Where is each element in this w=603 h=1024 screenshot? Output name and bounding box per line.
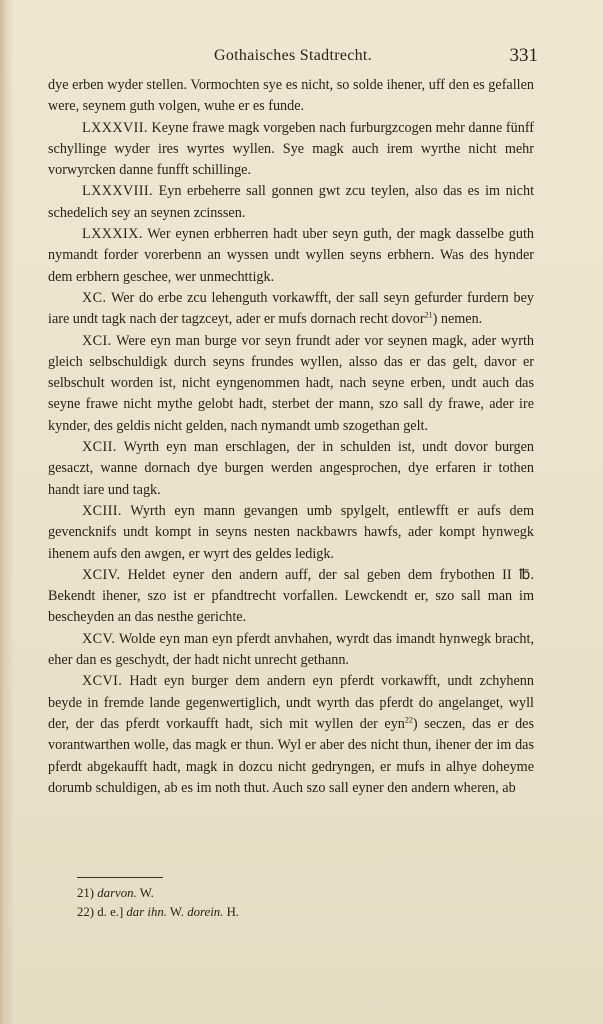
section-paragraph-90 <box>48 288 534 331</box>
section-numeral: LXXXIX. <box>82 226 143 243</box>
section-paragraph-93 <box>48 501 534 565</box>
footnote-22 <box>77 903 457 922</box>
footnote-lemma: d. e.] <box>97 905 124 919</box>
section-text: Wolde eyn man eyn pferdt anvhahen, wyrdt das imandt hynwegk bracht, eher dan es geschydt, der hadt nicht unrecht gethann. <box>48 630 534 669</box>
paragraph-continuation <box>48 75 534 118</box>
section-numeral: XC. <box>82 289 107 306</box>
footnote-divider <box>77 877 163 878</box>
section-paragraph-91 <box>48 331 534 437</box>
section-numeral: XCIII. <box>82 502 122 519</box>
page-number: 331 <box>509 45 538 66</box>
section-text: Eyn erbeherre sall gonnen gwt zcu teylen, also das es im nicht schedelich sey an seynen zcinssen. <box>48 183 535 221</box>
footnote-variant-reading-2: dorein. <box>187 905 224 919</box>
section-numeral: XCIV. <box>82 566 121 583</box>
section-text: Wyrth eyn mann gevangen umb spylgelt, entlewfft er aufs dem gevencknifs undt kompt in seyns nesten nackbawrs hawfs, ader kompt hynwegk ihenem aufs den awgen, er wyrt des geldes ledigk. <box>48 502 534 562</box>
section-text: Were eyn man burge vor seyn frundt ader vor seynen magk, ader wyrth gleich selbschuldigk durch seyns frundes wyllen, alsso das er das gelt, davor er selbschult worden ist, nicht eyngenommen hadt, nach seyne erben, undt auch das seyne frawe nicht mythe gelobt hadt, sterbet der mann, szo sall dy frawe, ader ire kynder, des geldis nicht gelden, nach nymandt umb szogethan gelt. <box>48 332 535 434</box>
footnote-source-siglum: W. <box>169 905 185 919</box>
section-paragraph-95 <box>48 629 534 672</box>
footnote-variant-reading: dar ihn. <box>126 905 167 919</box>
section-numeral: XCV. <box>82 630 116 647</box>
section-text: Heldet eyner den andern auff, der sal geben dem frybothen II ℔. Bekendt ihener, szo ist er pfandtrecht vorfallen. Lewckendt er, szo sall man im bescheyden an das nesthe gerichte. <box>48 566 534 626</box>
section-text: Wer eynen erbherren hadt uber seyn guth, der magk dasselbe guth nymandt forder vorerbenn an wyssen undt wyllen seyns erbhern. Was des hynder dem erbhern geschee, wer unmechttigk. <box>48 226 534 285</box>
page-gutter-shadow <box>0 0 6 1024</box>
section-text: Hadt eyn burger dem andern eyn pferdt vorkawfft, undt zchyhenn beyde in fremde lande gegenwertiglich, undt wyrth das pferdt do angelanget, wyll der, der das pferdt vorkaufft hadt, sich mit wyllen der eyn <box>48 673 534 732</box>
section-text: Wer do erbe zcu lehenguth vorkawfft, der sall seyn gefurder furdern bey iare undt tagk nach der tagzceyt, ader er mufs dornach recht dovor <box>48 289 534 328</box>
running-head <box>48 47 538 71</box>
footnotes <box>77 884 457 922</box>
section-text-tail: ) seczen, das er des vorantwarthen wolle, das magk er thun. Wyl er aber des nicht thun, ihener der im das pferdt abgekaufft hadt, magk in dozcu nicht gedryngen, er mufs in alhye doheyme dorumb schuldigen, ab es im noth thut. Auch szo sall eyner den andern wheren, ab <box>48 715 534 796</box>
footnote-marker: 22) <box>77 905 95 919</box>
section-paragraph-88 <box>48 181 534 224</box>
section-paragraph-87 <box>48 118 534 182</box>
section-text: Wyrth eyn man erschlagen, der in schulden ist, undt dovor burgen gesaczt, wanne dornach dye burgen werden angesprochen, dye erfaren ir tothen handt iare und tagk. <box>48 439 534 498</box>
section-numeral: XCII. <box>82 439 117 456</box>
footnote-21 <box>77 884 457 903</box>
section-text: Keyne frawe magk vorgeben nach furburgzcogen mehr danne fünff schyllinge wyder ires wyrtes wyllen. Sye magk auch irem wyrthe nicht mehr vorwyrcken danne funfft schillinge. <box>48 119 535 179</box>
footnote-source-siglum-2: H. <box>226 905 240 919</box>
footnote-reference-21: 21 <box>424 310 433 320</box>
section-numeral: XCVI. <box>82 673 123 690</box>
section-numeral: XCI. <box>82 332 112 349</box>
section-text-tail: ) nemen. <box>432 311 483 328</box>
section-paragraph-89 <box>48 224 534 288</box>
section-paragraph-92 <box>48 437 534 501</box>
footnote-marker: 21) <box>77 886 95 900</box>
body-text <box>48 75 534 799</box>
section-paragraph-96 <box>48 671 534 799</box>
running-title: Gothaisches Stadtrecht. <box>214 47 372 64</box>
section-paragraph-94 <box>48 565 534 629</box>
paragraph-text: dye erben wyder stellen. Vormochten sye es nicht, so solde ihener, uff den es gefallen were, seynem guth volgen, wuhe er es funde. <box>48 77 534 115</box>
footnote-variant-reading: darvon. <box>97 886 137 900</box>
footnote-source-siglum: W. <box>139 886 154 900</box>
section-numeral: LXXXVII. <box>82 119 148 136</box>
footnote-reference-22: 22 <box>404 715 413 725</box>
section-numeral: LXXXVIII. <box>82 183 153 200</box>
